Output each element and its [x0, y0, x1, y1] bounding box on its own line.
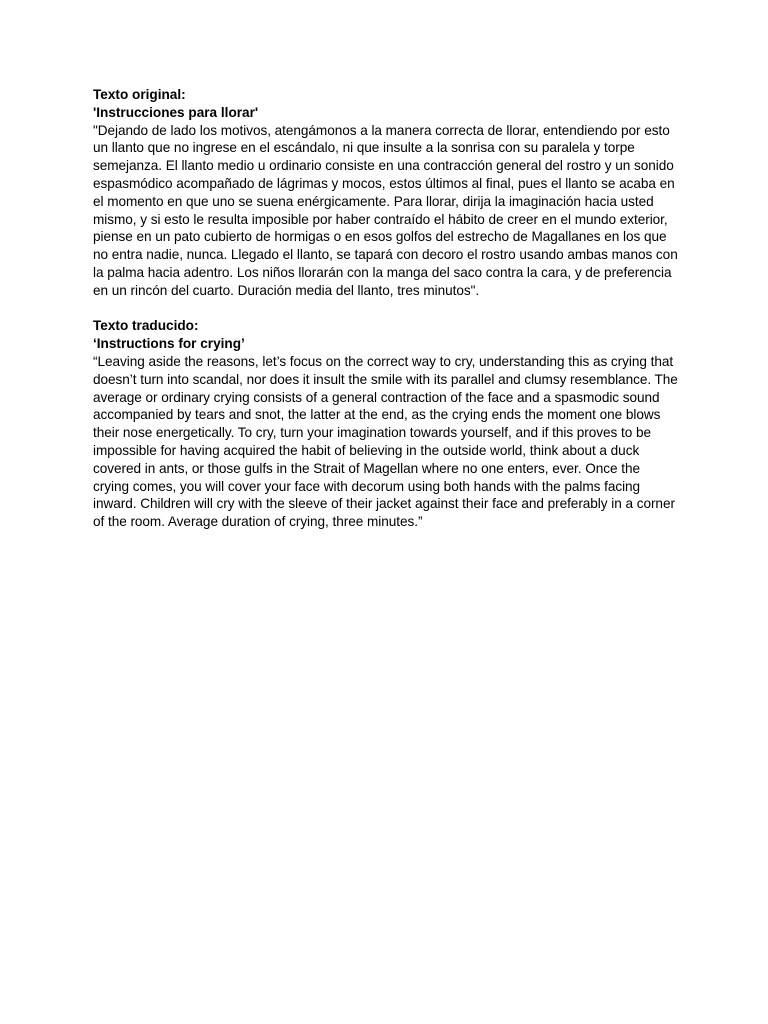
translated-text-body: “Leaving aside the reasons, let’s focus on the correct way to cry, understanding this as crying that doesn’t turn into scandal, nor does it insult the smile with its parallel and clumsy resemblance. The average or ordinary crying consists of a general contraction of the face and a spasmodic sound accompanied by tears and snot, the latter at the end, as the crying ends the moment one blows their nose energetically. To cry, turn your imagination towards yourself, and if this proves to be impossible for having acquired the habit of believing in the outside world, think about a duck covered in ants, or those gulfs in the Strait of Magellan where no one enters, ever. Once the crying comes, you will cover your face with decorum using both hands with the palms facing inward. Children will cry with the sleeve of their jacket against their face and preferably in a corner of the room. Average duration of crying, three minutes.”: [93, 353, 678, 530]
translated-text-section: [93, 317, 679, 531]
original-text-title: 'Instrucciones para llorar': [93, 104, 259, 120]
translated-text-label: Texto traducido:: [93, 318, 199, 334]
original-text-section: [93, 86, 679, 300]
document-page: [93, 86, 679, 531]
original-text-label: Texto original:: [93, 87, 186, 102]
translated-text-title: ‘Instructions for crying’: [93, 336, 245, 352]
original-text-body: "Dejando de lado los motivos, atengámonos a la manera correcta de llorar, entendiendo por esto un llanto que no ingrese en el escándalo, ni que insulte a la sonrisa con su paralela y torpe semejanza. El llanto medio u ordinario consiste en una contracción general del rostro y un sonido espasmódico acompañado de lágrimas y mocos, estos últimos al final, pues el llanto se acaba en el momento en que uno se suena enérgicamente. Para llorar, dirija la imaginación hacia usted mismo, y si esto le resulta imposible por haber contraído el hábito de creer en el mundo exterior, piense en un pato cubierto de hormigas o en esos golfos del estrecho de Magallanes en los que no entra nadie, nunca. Llegado el llanto, se tapará con decoro el rostro usando ambas manos con la palma hacia adentro. Los niños llorarán con la manga del saco contra la cara, y de preferencia en un rincón del cuarto. Duración media del llanto, tres minutos".: [93, 122, 678, 298]
